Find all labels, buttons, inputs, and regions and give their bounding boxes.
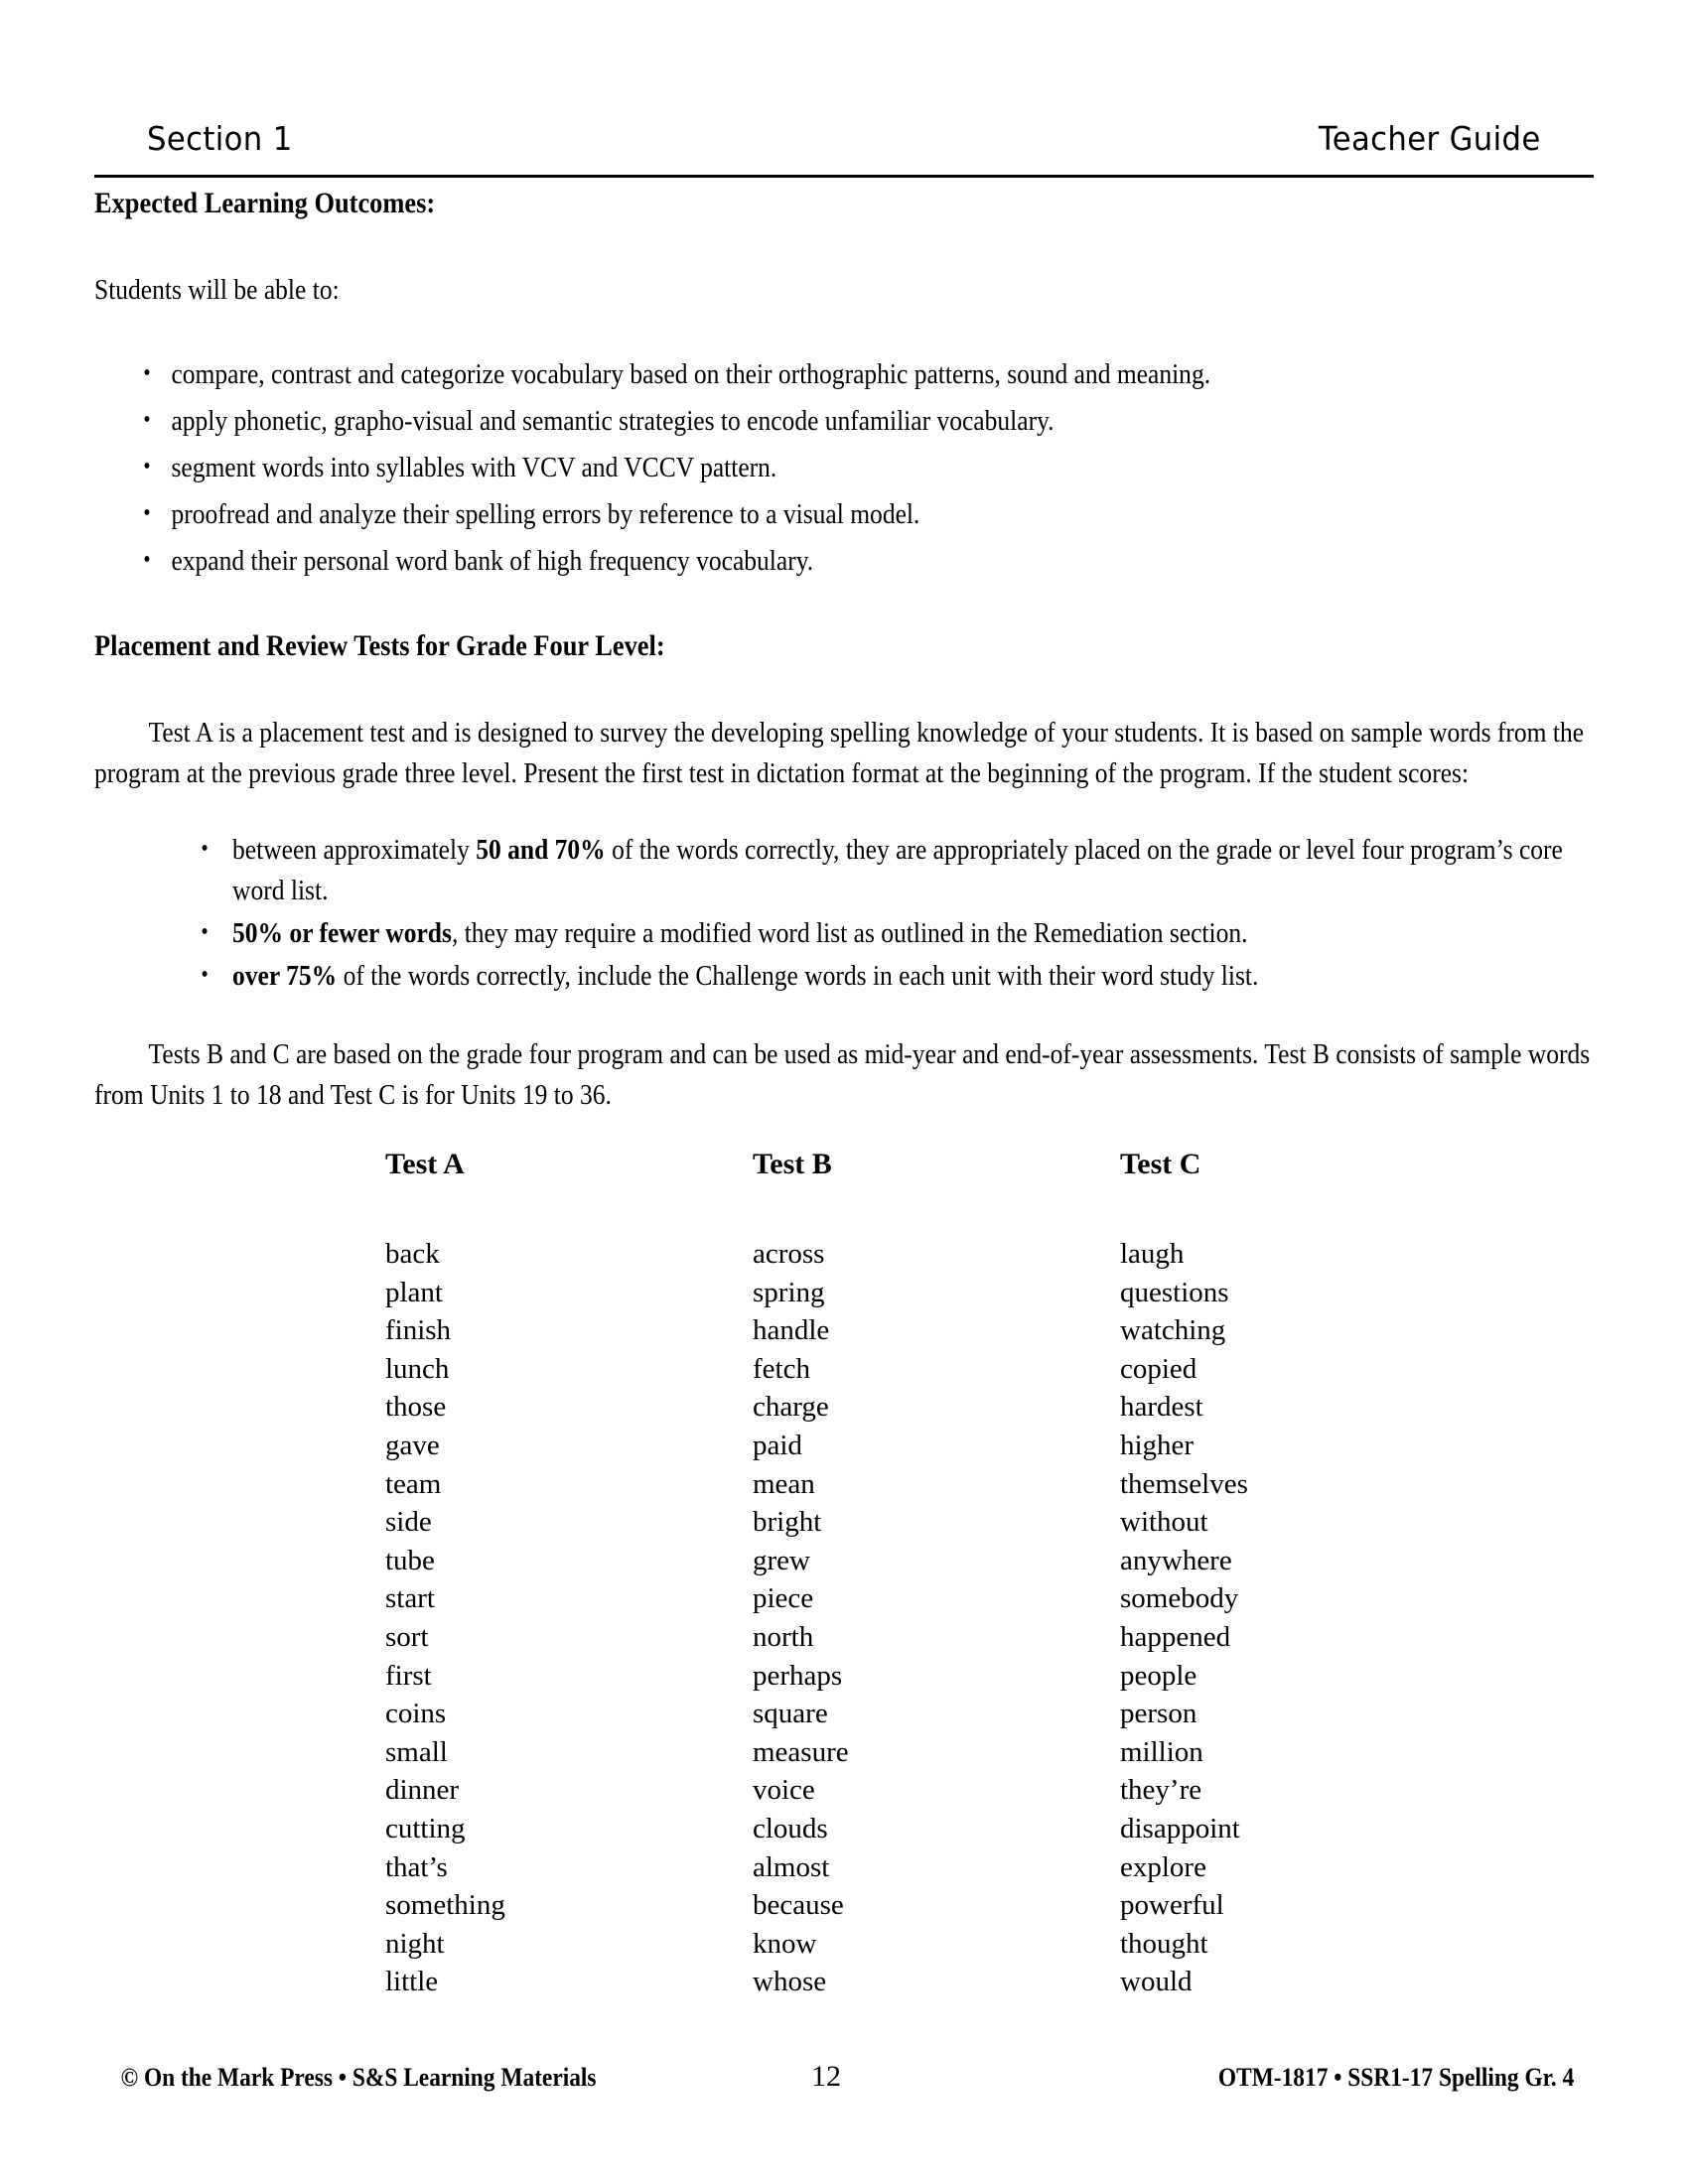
list-item: • compare, contrast and categorize vocabulary based on their orthographic patterns, sound and meaning.: [136, 354, 1593, 395]
word-column-test-a: [385, 1235, 753, 2001]
word-item: because: [753, 1889, 844, 1922]
footer-copyright: © On the Mark Press • S&S Learning Materials: [120, 2063, 597, 2092]
list-item: [193, 956, 1594, 997]
word-item: tube: [385, 1544, 435, 1576]
word-item: those: [385, 1391, 447, 1424]
word-item: gave: [385, 1429, 440, 1461]
list-item: [193, 913, 1594, 954]
list-item: • apply phonetic, grapho-visual and semantic strategies to encode unfamiliar vocabulary.: [136, 401, 1593, 442]
word-item: watching: [1120, 1314, 1226, 1347]
word-item: would: [1120, 1966, 1193, 1998]
list-item: [193, 830, 1594, 911]
word-item: north: [753, 1620, 814, 1653]
page-number: 12: [810, 2060, 841, 2093]
word-item: lunch: [385, 1352, 450, 1385]
score-emphasis: 50% or fewer words: [232, 917, 452, 949]
word-item: clouds: [753, 1812, 828, 1844]
word-item: higher: [1120, 1429, 1195, 1461]
expected-learning-outcomes-heading: Expected Learning Outcomes:: [94, 187, 436, 219]
word-item: across: [753, 1238, 825, 1270]
word-item: they’re: [1120, 1774, 1202, 1807]
word-item: cutting: [385, 1812, 466, 1844]
score-emphasis: over 75%: [232, 960, 338, 992]
word-item: themselves: [1120, 1467, 1248, 1500]
word-item: people: [1120, 1659, 1197, 1692]
column-test-a: [385, 1150, 753, 1179]
word-item: powerful: [1120, 1889, 1224, 1922]
word-item: thought: [1120, 1927, 1208, 1960]
word-item: finish: [385, 1314, 452, 1347]
list-item: • expand their personal word bank of high frequency vocabulary.: [136, 541, 1593, 582]
word-column-test-b: [753, 1235, 1120, 2001]
tests-bc-paragraph: Tests B and C are based on the grade four program and can be used as mid-year and end-of-year assessments. Test B consists of sample words from Units 1 to 18 and Test C is for Units 19 to 36.: [94, 1038, 1591, 1111]
word-item: grew: [753, 1544, 810, 1576]
list-item: • segment words into syllables with VCV and VCCV pattern.: [136, 448, 1593, 488]
table-header-row: [385, 1150, 1279, 1179]
word-item: hardest: [1120, 1391, 1203, 1424]
word-item: sort: [385, 1620, 429, 1653]
score-emphasis: 50 and 70%: [476, 834, 606, 866]
word-item: dinner: [385, 1774, 460, 1807]
test-word-list-table: [385, 1150, 1279, 2001]
header-divider: [94, 175, 1594, 178]
word-item: questions: [1120, 1276, 1229, 1308]
word-item: team: [385, 1467, 442, 1500]
footer-product-code: OTM-1817 • SSR1-17 Spelling Gr. 4: [1217, 2063, 1575, 2092]
word-list: [385, 1235, 753, 2001]
word-item: square: [753, 1698, 828, 1730]
word-item: spring: [753, 1276, 825, 1308]
word-item: back: [385, 1238, 440, 1270]
word-item: mean: [753, 1467, 815, 1500]
word-item: handle: [753, 1314, 830, 1347]
score-criteria-list: [193, 830, 1594, 997]
score-suffix: of the words correctly, include the Challenge words in each unit with their word study list.: [337, 960, 1259, 992]
word-item: charge: [753, 1391, 829, 1424]
column-header: Test A: [385, 1148, 465, 1180]
word-item: explore: [1120, 1850, 1206, 1883]
word-item: start: [385, 1582, 435, 1615]
word-item: piece: [753, 1582, 814, 1615]
word-item: coins: [385, 1698, 447, 1730]
word-column-test-c: [1120, 1235, 1487, 2001]
word-item: little: [385, 1966, 439, 1998]
word-item: plant: [385, 1276, 443, 1308]
outcomes-list: [136, 354, 1593, 582]
word-item: paid: [753, 1429, 802, 1461]
list-item: • proofread and analyze their spelling errors by reference to a visual model.: [136, 494, 1593, 535]
running-head-section: Section 1: [147, 119, 293, 158]
word-item: night: [385, 1927, 445, 1960]
word-item: million: [1120, 1735, 1203, 1768]
score-prefix: between approximately: [232, 834, 477, 866]
word-item: small: [385, 1735, 448, 1768]
word-list: [1120, 1235, 1487, 2001]
column-header: Test C: [1120, 1148, 1201, 1180]
outcomes-lead-in: Students will be able to:: [94, 274, 340, 306]
word-item: whose: [753, 1966, 827, 1998]
document-body: [94, 189, 1594, 1116]
word-item: happened: [1120, 1620, 1231, 1653]
column-test-c: [1120, 1150, 1487, 1179]
word-item: fetch: [753, 1352, 810, 1385]
column-header: Test B: [753, 1148, 832, 1180]
score-suffix: , they may require a modified word list as outlined in the Remediation section.: [451, 917, 1248, 949]
word-item: voice: [753, 1774, 815, 1807]
page-footer: [94, 2060, 1594, 2094]
table-body-row: [385, 1235, 1279, 2001]
word-item: somebody: [1120, 1582, 1239, 1615]
word-item: almost: [753, 1850, 830, 1883]
word-item: side: [385, 1506, 432, 1539]
word-item: measure: [753, 1735, 849, 1768]
column-test-b: [753, 1150, 1120, 1179]
word-item: first: [385, 1659, 432, 1692]
word-item: person: [1120, 1698, 1197, 1730]
score-suffix: of the words correctly, they are appropriately placed on the grade or level four program’s core word list.: [232, 834, 1563, 906]
word-item: perhaps: [753, 1659, 843, 1692]
word-item: laugh: [1120, 1238, 1185, 1270]
placement-paragraph: Test A is a placement test and is designed to survey the developing spelling knowledge of your students. It is based on sample words from the program at the previous grade three level. Present the first test in dictation format at the beginning of the program. If the student scores:: [94, 717, 1585, 789]
running-head-title: Teacher Guide: [1319, 119, 1541, 158]
running-head: [147, 119, 1541, 158]
word-list: [753, 1235, 1120, 2001]
word-item: that’s: [385, 1850, 448, 1883]
word-item: without: [1120, 1506, 1208, 1539]
word-item: disappoint: [1120, 1812, 1240, 1844]
word-item: copied: [1120, 1352, 1197, 1385]
word-item: something: [385, 1889, 505, 1922]
placement-tests-heading: Placement and Review Tests for Grade Four Level:: [94, 629, 665, 662]
word-item: anywhere: [1120, 1544, 1232, 1576]
word-item: know: [753, 1927, 817, 1960]
word-item: bright: [753, 1506, 822, 1539]
